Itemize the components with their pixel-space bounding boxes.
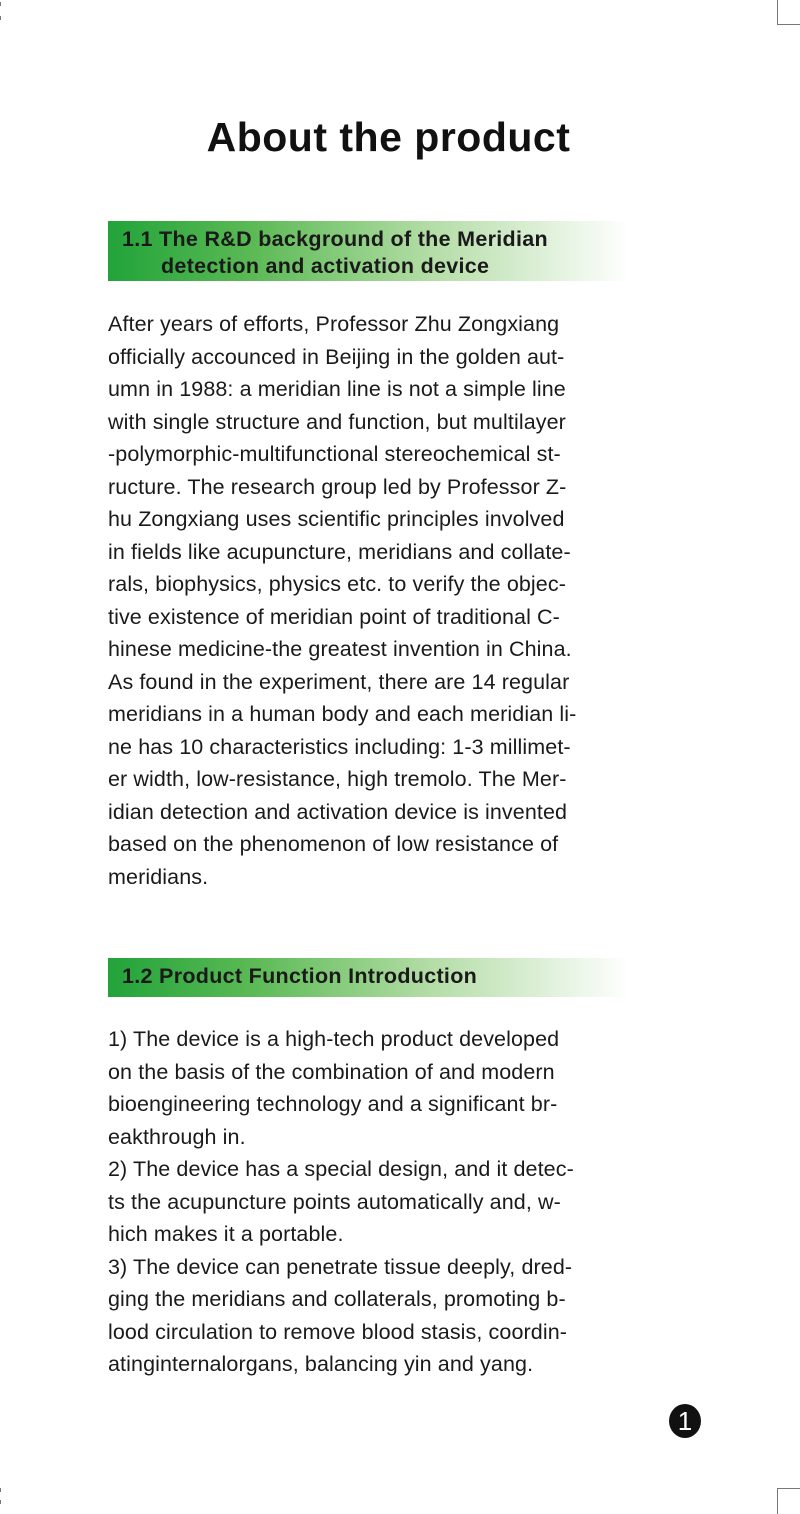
section-heading-1-2-line1: 1.2 Product Function Introduction: [122, 964, 478, 988]
section-1-1-body: After years of efforts, Professor Zhu Zongxiang officially accounced in Beijing in the golden aut- umn in 1988: a meridian line is not a simple line with single structure and function, but multilayer -polymorphic-multifunctional stereochemical st- ructure. The research group led by Professor Z- hu Zongxiang uses scientific principles involved in fields like acupuncture, meridians and collate- rals, biophysics, physics etc. to verify the objec- tive existence of meridian point of traditional C- hinese medicine-the greatest invention in China. As found in the experiment, there are 14 regular meridians in a human body and each meridian li- ne has 10 characteristics including: 1-3 millimet- er width, low-resistance, high tremolo. The Mer- idian detection and activation device is invented based on the phenomenon of low resistance of meridians.: [108, 312, 577, 889]
section-heading-1-1: [108, 221, 630, 281]
crop-mark-bottom-right-h: [777, 1488, 800, 1489]
crop-mark-top-left: [0, 2, 1, 6]
page-number-badge: 1: [669, 1404, 701, 1438]
crop-mark-top-right-h: [777, 24, 800, 25]
section-heading-1-1-line2: detection and activation device: [161, 254, 490, 278]
section-1-2-body: 1) The device is a high-tech product developed on the basis of the combination of and modern bioengineering technology and a significant br- eakthrough in. 2) The device has a special design, and it detec- ts the acupuncture points automatically and, w- hich makes it a portable. 3) The device can penetrate tissue deeply, dred- ging the meridians and collaterals, promoting b- lood circulation to remove blood stasis, coordin- atinginternalorgans, balancing yin and yang.: [108, 1027, 574, 1376]
crop-mark-bottom-left: [0, 1488, 1, 1492]
crop-mark-bottom-left-2: [0, 1500, 1, 1504]
crop-mark-bottom-right: [777, 1488, 778, 1514]
page-title: About the product: [206, 114, 571, 160]
section-heading-1-2: [108, 958, 630, 997]
section-heading-1-1-line1: 1.1 The R&D background of the Meridian: [122, 227, 548, 251]
crop-mark-top-right: [777, 0, 778, 24]
crop-mark-top-left-2: [0, 16, 1, 20]
